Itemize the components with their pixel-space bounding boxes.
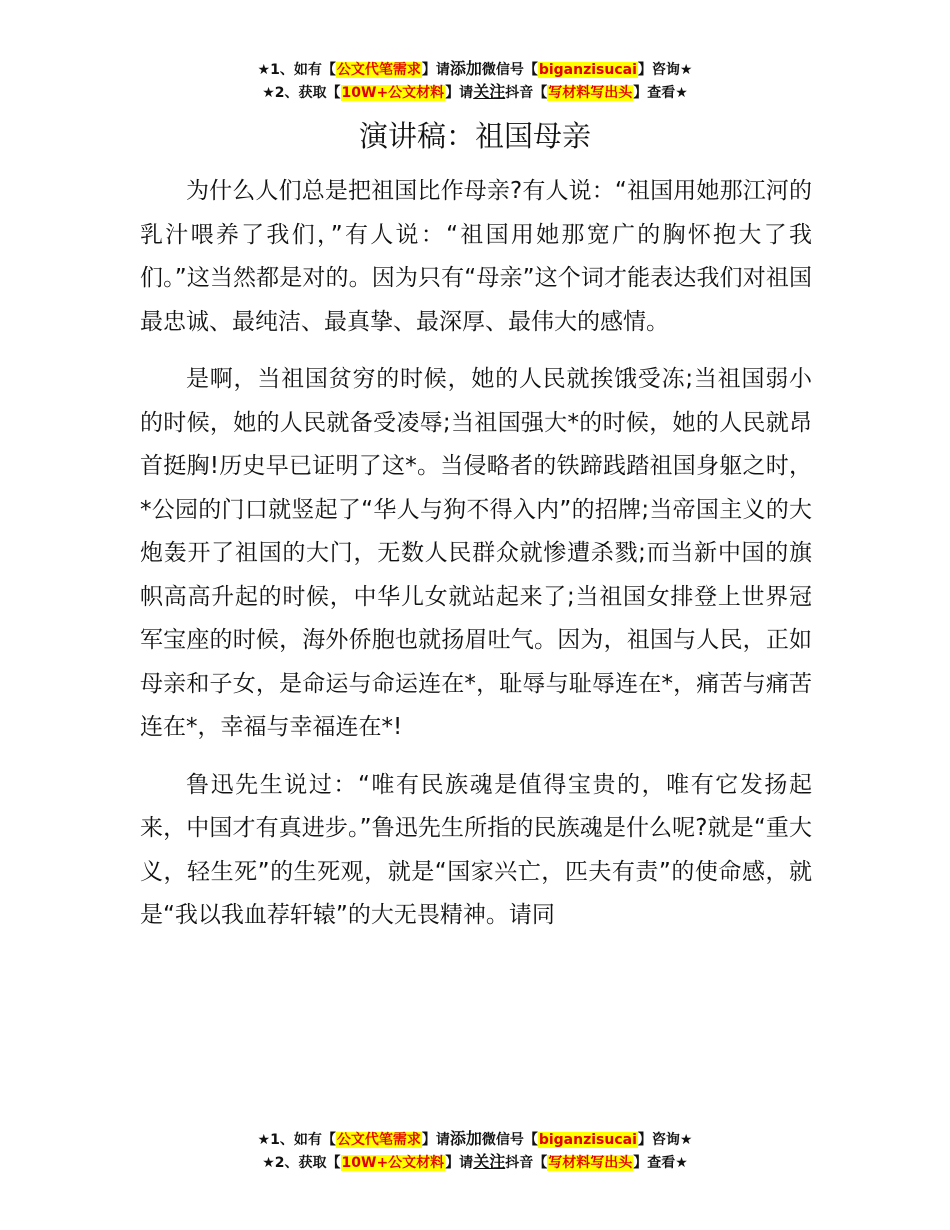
highlight-douyin-account: 写材料写出头	[548, 1155, 633, 1171]
banner-line-1: ★1、如有【公文代笔需求】请添加微信号【biganzisucai】咨询★	[257, 1129, 693, 1148]
highlight-wechat-id: biganzisucai	[538, 1132, 637, 1148]
highlight-materials: 10W+公文材料	[341, 85, 445, 101]
header-banner	[0, 58, 950, 104]
document-title: 演讲稿：祖国母亲	[358, 119, 591, 153]
paragraph-2: 是啊，当祖国贫穷的时候，她的人民就挨饿受冻;当祖国弱小的时候，她的人民就备受凌辱;当祖国强大*的时候，她的人民就昂首挺胸!历史早已证明了这*。当侵略者的铁蹄践踏祖国身躯之时，*公园的门口就竖起了“华人与狗不得入内”的招牌;当帝国主义的大炮轰开了祖国的大门，无数人民群众就惨遭杀戮;而当新中国的旗帜高高升起的时候，中华儿女就站起来了;当祖国女排登上世界冠军宝座的时候，海外侨胞也就扬眉吐气。因为，祖国与人民，正如母亲和子女，是命运与命运连在*，耻辱与耻辱连在*，痛苦与痛苦连在*，幸福与幸福连在*!	[140, 366, 812, 740]
highlight-service: 公文代笔需求	[336, 1132, 421, 1148]
highlight-materials: 10W+公文材料	[341, 1155, 445, 1171]
footer-banner	[0, 1128, 950, 1174]
highlight-douyin-account: 写材料写出头	[548, 85, 633, 101]
banner-line-2: ★2、获取【10W+公文材料】请关注抖音【写材料写出头】查看★	[262, 82, 688, 101]
paragraph-3: 鲁迅先生说过：“唯有民族魂是值得宝贵的，唯有它发扬起来，中国才有真进步。”鲁迅先生所指的民族魂是什么呢?就是“重大义，轻生死”的生死观，就是“国家兴亡，匹夫有责”的使命感，就是“我以我血荐轩辕”的大无畏精神。请同	[140, 771, 812, 928]
banner-line-2: ★2、获取【10W+公文材料】请关注抖音【写材料写出头】查看★	[262, 1152, 688, 1171]
highlight-service: 公文代笔需求	[336, 62, 421, 78]
banner-line-1: ★1、如有【公文代笔需求】请添加微信号【biganzisucai】咨询★	[257, 59, 693, 78]
document-body	[140, 170, 812, 952]
highlight-wechat-id: biganzisucai	[538, 62, 637, 78]
paragraph-1: 为什么人们总是把祖国比作母亲?有人说：“祖国用她那江河的乳汁喂养了我们，”有人说：“祖国用她那宽广的胸怀抱大了我们。”这当然都是对的。因为只有“母亲”这个词才能表达我们对祖国最忠诚、最纯洁、最真挚、最深厚、最伟大的感情。	[140, 178, 812, 335]
